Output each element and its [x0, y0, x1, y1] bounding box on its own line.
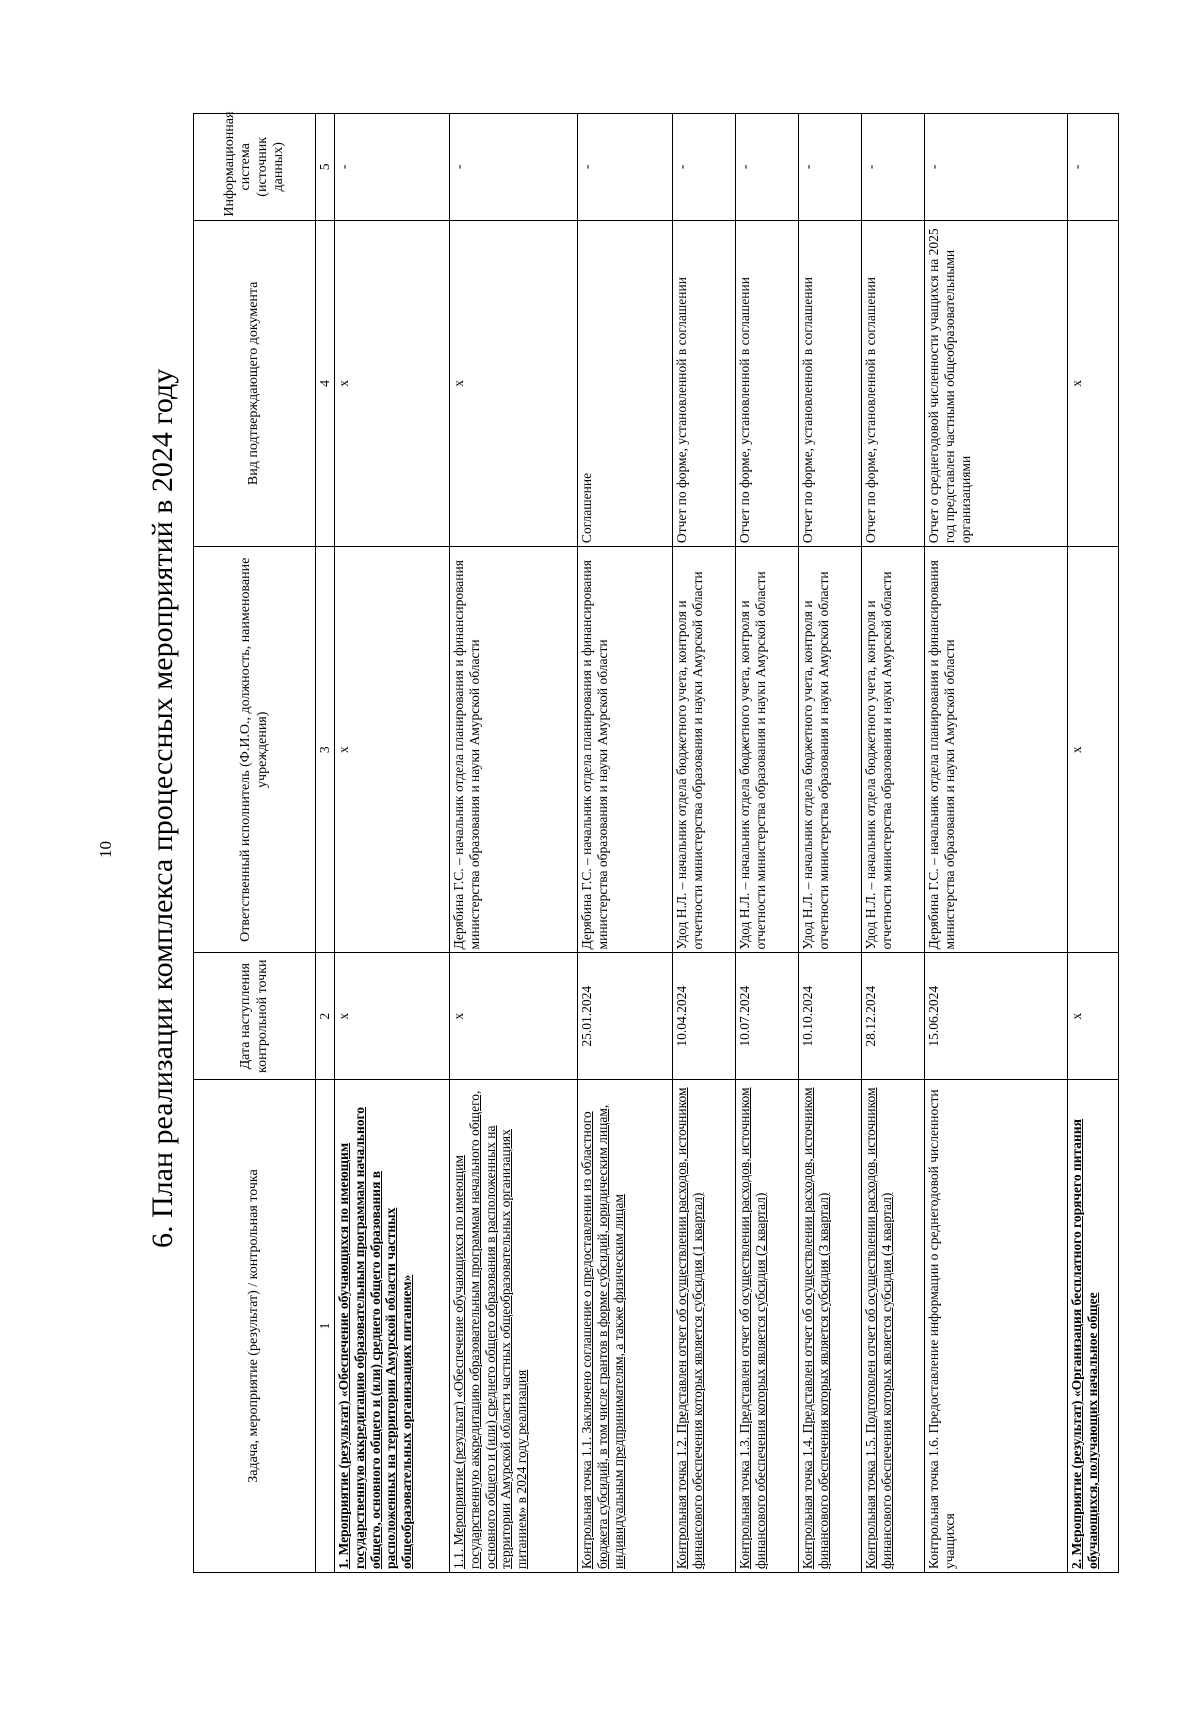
- document-cell: Отчет по форме, установленной в соглашении: [799, 220, 862, 546]
- document-cell: Отчет о среднегодовой численности учащихся на 2025 год представлен частными общеобразовательными организациями: [925, 220, 1068, 546]
- task-cell: Контрольная точка 1.1. Заключено соглашение о предоставлении из областного бюджета субсидий, в том числе грантов в форме субсидий, юридическим лицам, индивидуальным предпринимателям, а также физическим лицам: [578, 1080, 673, 1573]
- header-row: [194, 114, 316, 1573]
- system-cell: -: [335, 114, 450, 221]
- system-cell: -: [1068, 114, 1119, 221]
- header-system: Информационная система (источник данных): [194, 114, 316, 221]
- date-cell: х: [450, 953, 578, 1080]
- executor-cell: Дерябина Г.С. – начальник отдела планирования и финансирования министерства образования и науки Амурской области: [450, 547, 578, 953]
- column-number: 4: [316, 220, 335, 546]
- page-title: 6. План реализации комплекса процессных мероприятий в 2024 году: [146, 368, 179, 1248]
- plan-table: [193, 113, 1119, 1573]
- date-cell: 10.04.2024: [673, 953, 736, 1080]
- executor-cell: Удод Н.Л. – начальник отдела бюджетного учета, контроля и отчетности министерства образования и науки Амурской области: [673, 547, 736, 953]
- system-cell: -: [925, 114, 1068, 221]
- column-number: 1: [316, 1080, 335, 1573]
- document-cell: х: [1068, 220, 1119, 546]
- header-date: Дата наступления контрольной точки: [194, 953, 316, 1080]
- rotated-table-wrapper: [193, 113, 1119, 1573]
- task-cell: Контрольная точка 1.4. Представлен отчет об осуществлении расходов, источником финансового обеспечения которых является субсидия (3 квартал): [799, 1080, 862, 1573]
- table-row: [335, 114, 450, 1573]
- document-cell: Отчет по форме, установленной в соглашении: [673, 220, 736, 546]
- date-cell: 15.06.2024: [925, 953, 1068, 1080]
- column-number: 5: [316, 114, 335, 221]
- task-cell: Контрольная точка 1.3. Представлен отчет об осуществлении расходов, источником финансового обеспечения которых является субсидия (2 квартал): [736, 1080, 799, 1573]
- header-document: Вид подтверждающего документа: [194, 220, 316, 546]
- task-cell: 2. Мероприятие (результат) «Организация бесплатного горячего питания обучающихся, получающих начальное общее: [1068, 1080, 1119, 1573]
- column-number: 3: [316, 547, 335, 953]
- executor-cell: х: [1068, 547, 1119, 953]
- document-cell: х: [335, 220, 450, 546]
- executor-cell: Удод Н.Л. – начальник отдела бюджетного учета, контроля и отчетности министерства образования и науки Амурской области: [736, 547, 799, 953]
- task-cell: Контрольная точка 1.2. Представлен отчет об осуществлении расходов, источником финансового обеспечения которых является субсидия (1 квартал): [673, 1080, 736, 1573]
- column-number: 2: [316, 953, 335, 1080]
- column-number-row: [316, 114, 335, 1573]
- date-cell: х: [1068, 953, 1119, 1080]
- task-cell: 1. Мероприятие (результат) «Обеспечение обучающихся по имеющим государственную аккредитацию образовательным программам начального общего, основного общего и (или) среднего общего образования в расположенных на территории Амурской области частных общеобразовательных организациях питанием»: [335, 1080, 450, 1573]
- date-cell: х: [335, 953, 450, 1080]
- document-cell: Отчет по форме, установленной в соглашении: [862, 220, 925, 546]
- task-cell: Контрольная точка 1.5. Подготовлен отчет об осуществлении расходов, источником финансового обеспечения которых является субсидия (4 квартал): [862, 1080, 925, 1573]
- document-cell: Отчет по форме, установленной в соглашении: [736, 220, 799, 546]
- table-row: [862, 114, 925, 1573]
- document-cell: Соглашение: [578, 220, 673, 546]
- system-cell: -: [736, 114, 799, 221]
- table-row: [673, 114, 736, 1573]
- system-cell: -: [673, 114, 736, 221]
- system-cell: -: [799, 114, 862, 221]
- table-row: [736, 114, 799, 1573]
- header-task: Задача, мероприятие (результат) / контрольная точка: [194, 1080, 316, 1573]
- table-row: [925, 114, 1068, 1573]
- page-number: 10: [96, 841, 115, 858]
- table-row: [799, 114, 862, 1573]
- task-cell: 1.1. Мероприятие (результат) «Обеспечение обучающихся по имеющим государственную аккредитацию образовательным программам начального общего, основного общего и (или) среднего общего образования в расположенных на территории Амурской области частных общеобразовательных организациях питанием» в 2024 году реализация: [450, 1080, 578, 1573]
- executor-cell: Дерябина Г.С. – начальник отдела планирования и финансирования министерства образования и науки Амурской области: [578, 547, 673, 953]
- task-cell: Контрольная точка 1.6. Предоставление информации о среднегодовой численности учащихся: [925, 1080, 1068, 1573]
- system-cell: -: [578, 114, 673, 221]
- header-executor: Ответственный исполнитель (Ф.И.О., должность, наименование учреждения): [194, 547, 316, 953]
- system-cell: -: [450, 114, 578, 221]
- date-cell: 10.10.2024: [799, 953, 862, 1080]
- date-cell: 28.12.2024: [862, 953, 925, 1080]
- table-row: [578, 114, 673, 1573]
- executor-cell: х: [335, 547, 450, 953]
- date-cell: 25.01.2024: [578, 953, 673, 1080]
- date-cell: 10.07.2024: [736, 953, 799, 1080]
- table-row: [450, 114, 578, 1573]
- system-cell: -: [862, 114, 925, 221]
- executor-cell: Удод Н.Л. – начальник отдела бюджетного учета, контроля и отчетности министерства образования и науки Амурской области: [862, 547, 925, 953]
- table-row: [1068, 114, 1119, 1573]
- document-cell: х: [450, 220, 578, 546]
- executor-cell: Дерябина Г.С. – начальник отдела планирования и финансирования министерства образования и науки Амурской области: [925, 547, 1068, 953]
- executor-cell: Удод Н.Л. – начальник отдела бюджетного учета, контроля и отчетности министерства образования и науки Амурской области: [799, 547, 862, 953]
